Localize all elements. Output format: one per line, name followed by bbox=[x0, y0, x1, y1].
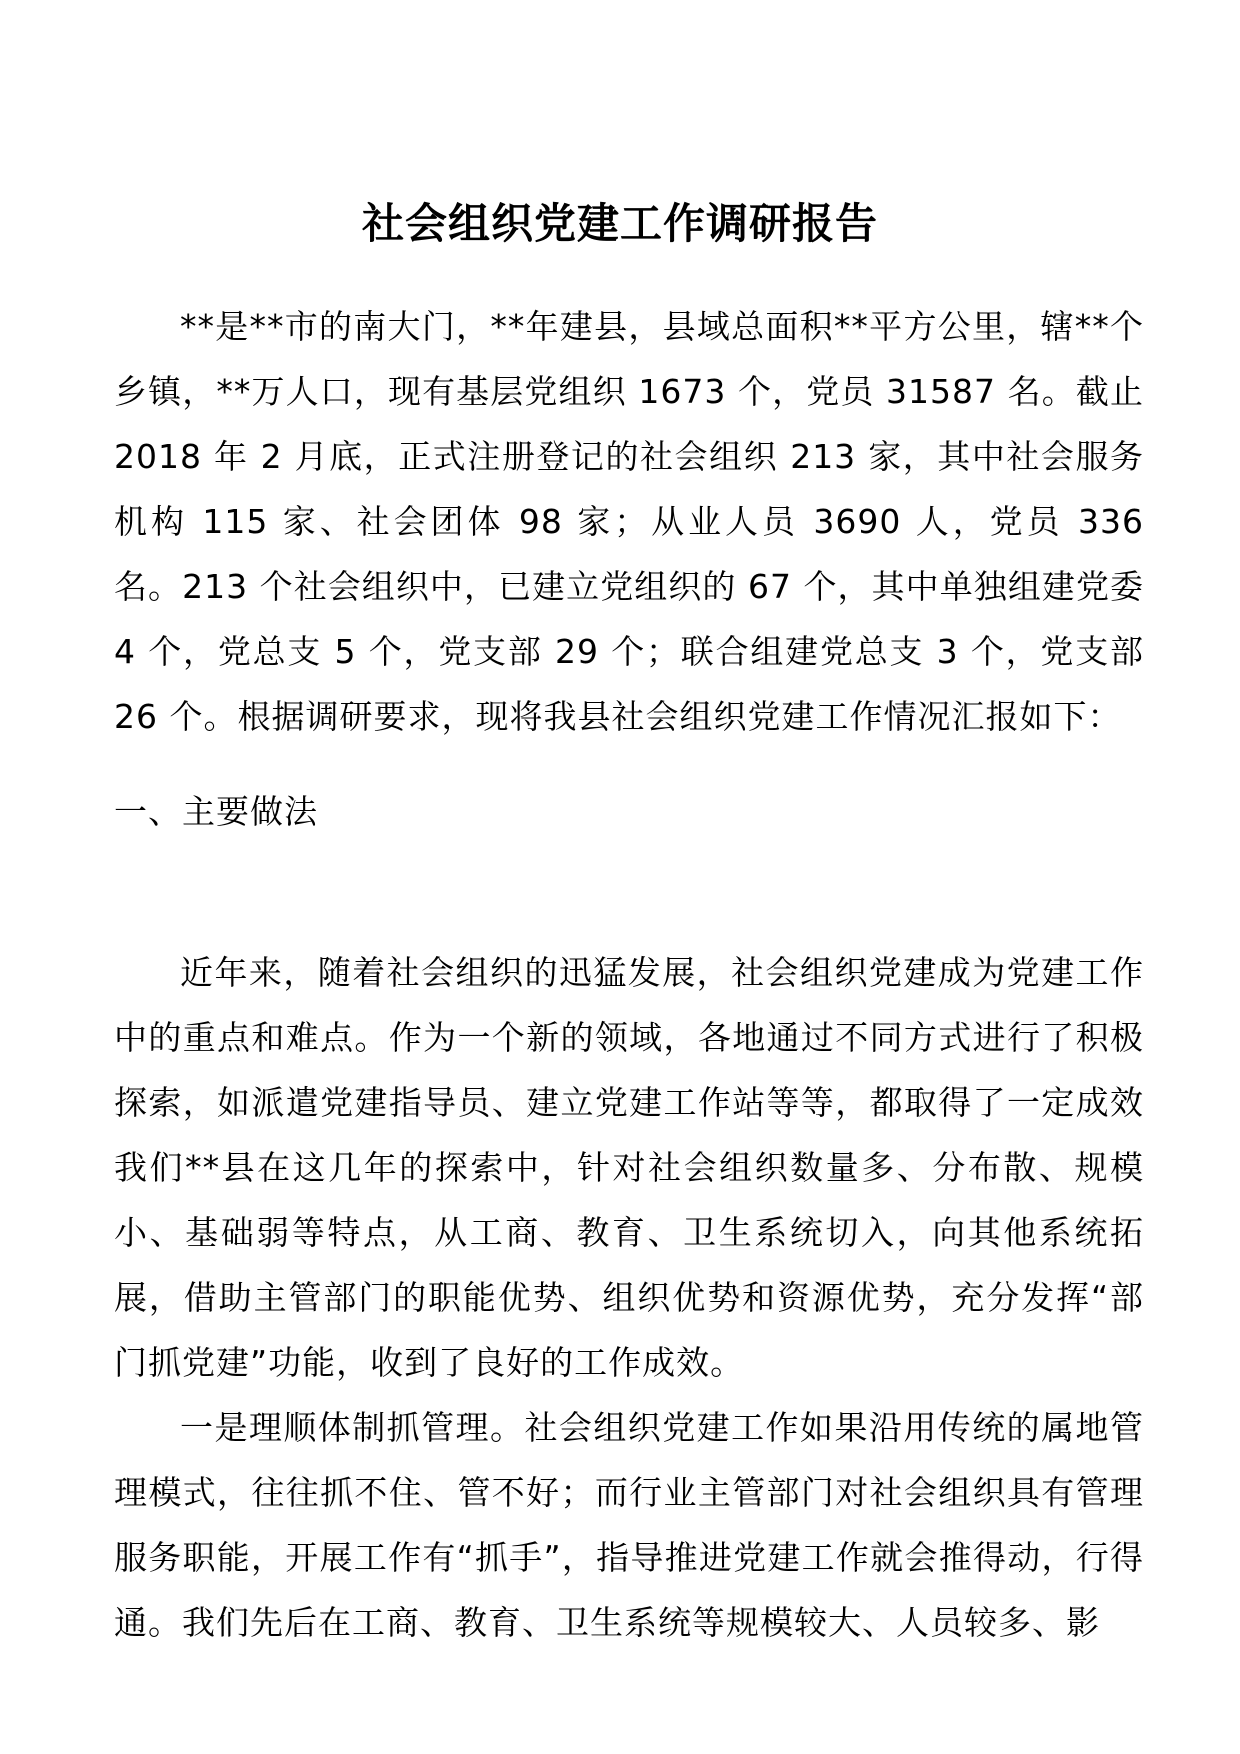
intro-paragraph: **是**市的南大门，**年建县，县域总面积**平方公里，辖**个乡镇，**万人口，现有基层党组织 1673 个，党员 31587 名。截止 2018 年 2 月底，正式注册登记的社会组织 213 家，其中社会服务机构 115 家、社会团体 98 家；从业人员 3690 人，党员 336 名。213 个社会组织中，已建立党组织的 67 个，其中单独组建党委 4 个，党总支 5 个，党支部 29 个；联合组建党总支 3 个，党支部 26 个。根据调研要求，现将我县社会组织党建工作情况汇报如下： bbox=[114, 307, 1144, 736]
document-title: 社会组织党建工作调研报告 bbox=[361, 199, 878, 248]
section-spacer bbox=[114, 844, 1144, 940]
section-heading: 一、主要做法 bbox=[114, 792, 318, 831]
body-paragraph: 一是理顺体制抓管理。社会组织党建工作如果沿用传统的属地管理模式，往往抓不住、管不好；而行业主管部门对社会组织具有管理服务职能，开展工作有“抓手”，指导推进党建工作就会推得动，行得通。我们先后在工商、教育、卫生系统等规模较大、人员较多、影 bbox=[114, 1408, 1144, 1642]
document-body bbox=[114, 294, 1144, 1655]
body-paragraph: 近年来，随着社会组织的迅猛发展，社会组织党建成为党建工作中的重点和难点。作为一个新的领域，各地通过不同方式进行了积极探索，如派遣党建指导员、建立党建工作站等等，都取得了一定成效我们**县在这几年的探索中，针对社会组织数量多、分布散、规模小、基础弱等特点，从工商、教育、卫生系统切入，向其他系统拓展，借助主管部门的职能优势、组织优势和资源优势，充分发挥“部门抓党建”功能，收到了良好的工作成效。 bbox=[114, 953, 1144, 1382]
